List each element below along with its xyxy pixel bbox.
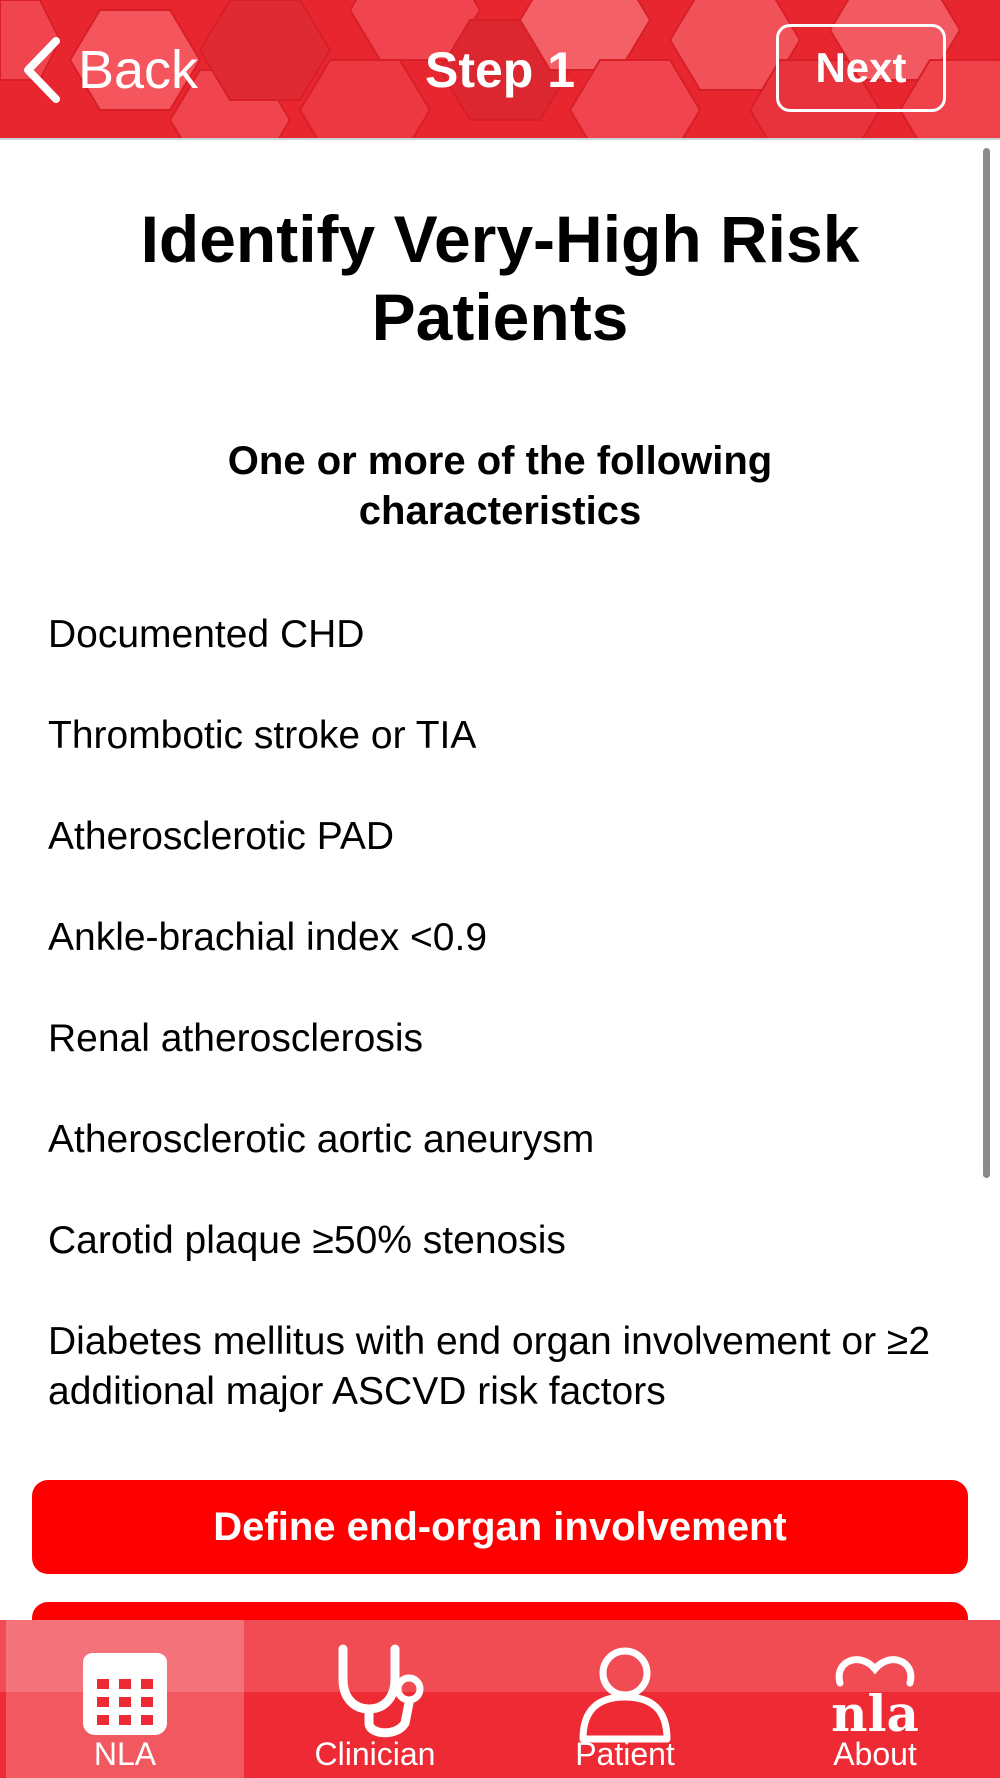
criteria-item: Atherosclerotic PAD: [48, 815, 395, 858]
page-title: Step 1: [424, 42, 576, 98]
back-label: Back: [78, 40, 199, 100]
criteria-item: Ankle-brachial index <0.9: [48, 916, 488, 959]
next-action-button[interactable]: [32, 1602, 968, 1620]
criteria-item: Documented CHD: [48, 613, 365, 656]
chevron-left-icon: [22, 37, 62, 103]
criteria-list: [48, 610, 948, 1417]
stethoscope-icon: [320, 1638, 430, 1748]
define-end-organ-button[interactable]: Define end-organ involvement: [32, 1480, 968, 1574]
tab-label: Clinician: [314, 1736, 436, 1772]
tab-about[interactable]: [750, 1620, 1000, 1778]
tab-label: Patient: [575, 1736, 675, 1772]
criteria-item: Thrombotic stroke or TIA: [48, 714, 477, 757]
tab-clinician[interactable]: [250, 1620, 500, 1778]
calendar-icon: [70, 1638, 180, 1748]
sub-heading: One or more of the following characteristics: [227, 439, 773, 533]
back-button[interactable]: [22, 30, 198, 110]
content-area[interactable]: [0, 140, 1000, 1620]
nla-logo-text: nla: [831, 1684, 919, 1743]
tab-label: About: [833, 1736, 917, 1772]
scrollbar[interactable]: [983, 148, 990, 1178]
tab-nla[interactable]: [6, 1620, 244, 1778]
main-heading: Identify Very-High Risk Patients: [140, 202, 860, 354]
tab-patient[interactable]: [500, 1620, 750, 1778]
criteria-item: Diabetes mellitus with end organ involvement or ≥2 additional major ASCVD risk factors: [48, 1320, 931, 1413]
person-icon: [570, 1638, 680, 1748]
nla-logo-icon: [820, 1638, 930, 1748]
tab-label: NLA: [93, 1736, 157, 1772]
criteria-item: Carotid plaque ≥50% stenosis: [48, 1219, 566, 1262]
criteria-item: Atherosclerotic aortic aneurysm: [48, 1118, 595, 1161]
next-button[interactable]: Next: [776, 24, 946, 112]
criteria-item: Renal atherosclerosis: [48, 1017, 424, 1060]
tab-bar: [0, 1620, 1000, 1778]
navigation-bar: [0, 0, 1000, 140]
